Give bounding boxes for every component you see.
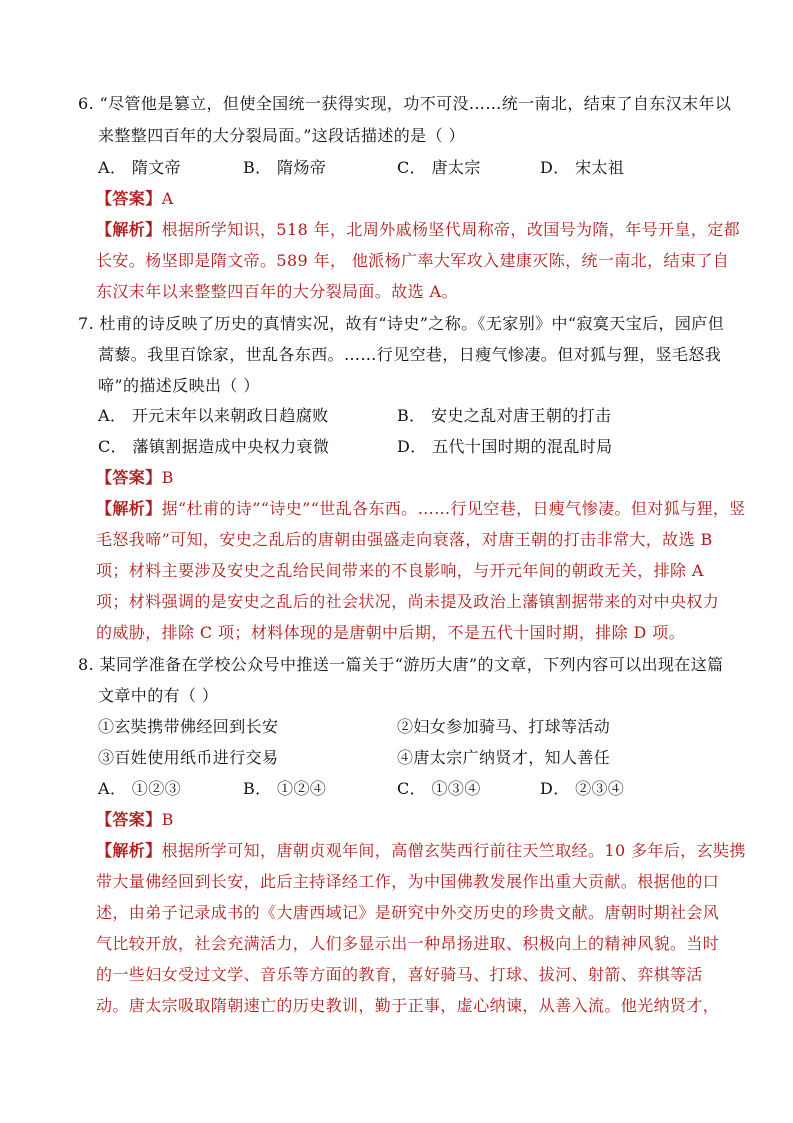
question-7-text-line-3: 啼”的描述反映出（ ） <box>98 376 260 395</box>
question-7-option-c: C． 藩镇割据造成中央权力衰微 <box>98 437 330 456</box>
answer-tag: 【答案】 <box>96 810 162 829</box>
analysis-tag: 【解析】 <box>96 841 162 860</box>
question-6-analysis-line-2: 长安。杨坚即是隋文帝。589 年， 他派杨广率大军攻入建康灭陈，统一南北，结束了自 <box>96 251 730 270</box>
question-8-option-b: B． ①②④ <box>243 779 327 798</box>
analysis-text: 根据所学可知，唐朝贞观年间，高僧玄奘西行前往天竺取经。10 多年后，玄奘携 <box>161 841 746 860</box>
question-8-answer <box>96 809 174 831</box>
analysis-text: 据“杜甫的诗”“诗史”“世乱各东西。……行见空巷，日瘦气惨凄。但对狐与狸，竖 <box>161 499 746 518</box>
answer-value: B <box>161 810 174 829</box>
question-6-option-a: A． 隋文帝 <box>98 158 182 177</box>
question-8-item-1: ①玄奘携带佛经回到长安 <box>98 717 279 736</box>
question-7-option-d: D． 五代十国时期的混乱时局 <box>397 437 613 456</box>
question-6-analysis-line-3: 东汉末年以来整整四百年的大分裂局面。故选 A。 <box>96 282 458 301</box>
question-8-analysis-line-6: 动。唐太宗吸取隋朝速亡的历史教训，勤于正事，虚心纳谏，从善入流。他光纳贤才， <box>96 996 720 1015</box>
question-6-text-line-1: 6. “尽管他是篡立，但使全国统一获得实现，功不可没……统一南北，结束了自东汉末年以 <box>78 94 732 113</box>
question-8-item-2: ②妇女参加骑马、打球等活动 <box>397 717 611 736</box>
question-7-text-line-2: 蒿藜。我里百馀家，世乱各东西。……行见空巷，日瘦气惨凄。但对狐与狸，竖毛怒我 <box>98 345 722 364</box>
analysis-tag: 【解析】 <box>96 220 162 239</box>
question-7-text-line-1: 7. 杜甫的诗反映了历史的真情实况，故有“诗史”之称。《无家别》中“寂寞天宝后，园庐但 <box>78 314 725 333</box>
question-7-option-b: B． 安史之乱对唐王朝的打击 <box>397 406 612 425</box>
question-6-option-b: B． 隋炀帝 <box>243 158 327 177</box>
question-6-option-d: D． 宋太祖 <box>540 158 625 177</box>
question-7-answer <box>96 467 174 489</box>
question-8-analysis-line-5: 的一些妇女受过文学、音乐等方面的教育，喜好骑马、打球、拔河、射箭、弈棋等活 <box>96 965 703 984</box>
answer-tag: 【答案】 <box>96 468 162 487</box>
question-6-answer <box>96 188 174 210</box>
answer-tag: 【答案】 <box>96 189 162 208</box>
answer-value: B <box>161 468 174 487</box>
question-8-analysis-line-3: 述，由弟子记录成书的《大唐西域记》是研究中外交历史的珍贵文献。唐朝时期社会风 <box>96 903 720 922</box>
analysis-tag: 【解析】 <box>96 499 162 518</box>
question-8-option-a: A． ①②③ <box>98 779 182 798</box>
question-7-analysis-line-3: 项；材料主要涉及安史之乱给民间带来的不良影响，与开元年间的朝政无关，排除 A <box>96 561 704 580</box>
analysis-text: 根据所学知识，518 年，北周外戚杨坚代周称帝，改国号为隋，年号开皇，定都 <box>161 220 741 239</box>
question-8-text-line-1: 8. 某同学准备在学校公众号中推送一篇关于“游历大唐”的文章，下列内容可以出现在这篇 <box>78 655 724 674</box>
question-8-analysis-line-4: 气比较开放，社会充满活力，人们多显示出一种昂扬进取、积极向上的精神风貌。当时 <box>96 934 720 953</box>
question-6-text-line-2: 来整整四百年的大分裂局面。”这段话描述的是（ ） <box>98 126 465 145</box>
question-7-analysis-line-4: 项；材料强调的是安史之乱后的社会状况，尚未提及政治上藩镇割据带来的对中央权力 <box>96 592 720 611</box>
question-8-option-c: C． ①③④ <box>397 779 481 798</box>
question-7-option-a: A． 开元末年以来朝政日趋腐败 <box>98 406 329 425</box>
question-8-item-4: ④唐太宗广纳贤才，知人善任 <box>397 748 611 767</box>
question-6-analysis-line-1 <box>96 219 740 241</box>
question-8-analysis-line-2: 带大量佛经回到长安，此后主持译经工作，为中国佛教发展作出重大贡献。根据他的口 <box>96 872 720 891</box>
question-8-option-d: D． ②③④ <box>540 779 625 798</box>
question-6-option-c: C． 唐太宗 <box>397 158 481 177</box>
question-7-analysis-line-2: 毛怒我啼”可知，安史之乱后的唐朝由强盛走向衰落，对唐王朝的打击非常大，故选 B <box>96 530 713 549</box>
answer-value: A <box>161 189 174 208</box>
question-7-analysis-line-1 <box>96 498 746 520</box>
question-7-analysis-line-5: 的威胁，排除 C 项；材料体现的是唐朝中后期，不是五代十国时期，排除 D 项。 <box>96 623 686 642</box>
question-8-analysis-line-1 <box>96 840 746 862</box>
question-8-text-line-2: 文章中的有（ ） <box>98 686 219 705</box>
question-8-item-3: ③百姓使用纸币进行交易 <box>98 748 279 767</box>
